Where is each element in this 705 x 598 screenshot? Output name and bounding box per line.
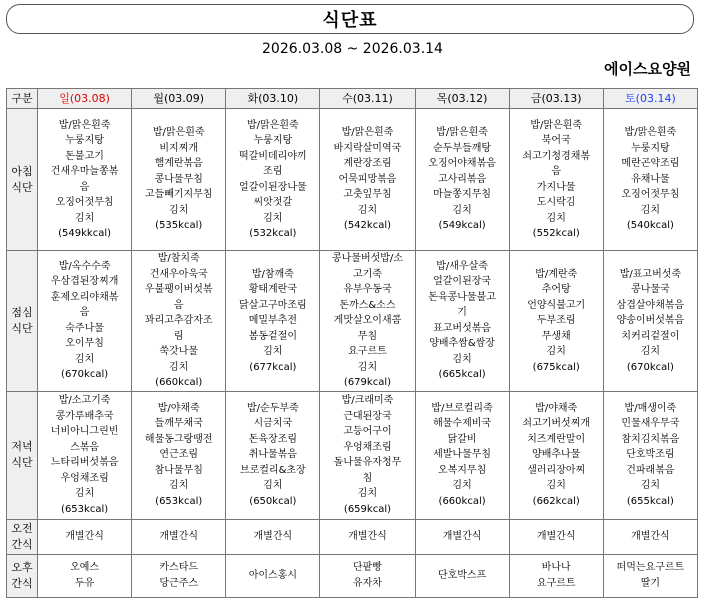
menu-item: 계란장조림 (343, 158, 392, 170)
dinner-cell-sat (603, 391, 697, 519)
breakfast-cell-wed (320, 109, 415, 251)
menu-item: (665kcal) (438, 369, 486, 381)
menu-item: 콩나물버섯밥/소 (331, 253, 403, 264)
menu-item: 건새우아욱국 (149, 268, 208, 280)
menu-item: 메란곤약조림 (621, 158, 680, 170)
menu-item: 두유 (74, 577, 95, 589)
facility-name: 에이스요양원 (604, 60, 691, 78)
breakfast-cell-sun (38, 109, 132, 251)
menu-item: (677kcal) (249, 361, 297, 373)
menu-item: 게맛살오이새콤 (333, 315, 402, 326)
dinner-cell-thu (415, 391, 509, 519)
menu-item: 음 (79, 181, 90, 193)
lunch-cell-tue (226, 251, 320, 392)
menu-item: 고기죽 (352, 268, 382, 280)
breakfast-cell-mon (132, 109, 226, 251)
menu-item: 음 (173, 299, 184, 311)
menu-item: 너비아니그린빈 (50, 426, 119, 437)
menu-item: (535kcal) (155, 220, 203, 232)
menu-item: 북어국 (541, 135, 571, 146)
date-range: 2026.03.08 ~ 2026.03.14 (262, 41, 443, 57)
menu-item: 단팥빵 (352, 562, 382, 573)
menu-item: 스볶음 (70, 441, 100, 453)
menu-item: 오예스 (70, 562, 100, 573)
menu-item: 개별간식 (159, 530, 199, 542)
menu-item: 밥/새우살죽 (436, 260, 488, 272)
menu-item: 개별간식 (631, 530, 670, 542)
breakfast-cell-tue (226, 109, 320, 251)
menu-item: 단호박조림 (626, 449, 675, 461)
menu-item: 밥/맑은흰죽 (247, 119, 299, 131)
menu-item: 김치 (357, 204, 378, 216)
menu-item: 떠먹는요구르트 (616, 562, 685, 573)
menu-item: (650kcal) (249, 495, 297, 507)
menu-item: 비지찌개 (159, 142, 199, 154)
menu-item: 오징어젓무침 (55, 197, 114, 208)
menu-item: 침 (362, 472, 373, 484)
morning-snack-cell-mon (132, 519, 226, 554)
menu-item: 누룽지탕 (253, 135, 293, 146)
menu-item: 세발나물무침 (433, 449, 492, 461)
menu-item: 쇠고기청경채볶 (522, 150, 591, 162)
morning-snack-cell-tue (226, 519, 320, 554)
menu-item: (532kcal) (249, 228, 297, 239)
menu-item: 김치 (546, 346, 566, 357)
menu-item: 오징어젓무침 (621, 189, 680, 201)
menu-item: 요구르트 (536, 577, 576, 589)
menu-item: 참치김치볶음 (621, 433, 680, 445)
weekly-menu-table (6, 88, 698, 598)
menu-item: 밥/계란죽 (535, 268, 578, 280)
menu-item: 개별간식 (65, 530, 104, 542)
menu-item: 개별간식 (536, 530, 576, 542)
menu-item: (659kcal) (343, 503, 392, 515)
menu-title: 식단표 (6, 4, 694, 34)
breakfast-cell-fri (509, 109, 603, 251)
menu-item: 콩나물국 (631, 284, 670, 295)
menu-item: 고등어구이 (343, 426, 392, 437)
menu-item: 김치 (357, 361, 378, 373)
menu-item: 개별간식 (253, 530, 293, 542)
menu-item: 치커리겉절이 (621, 330, 680, 342)
menu-item: 얼갈이된장국 (433, 276, 492, 288)
menu-item: 우삼겹된장찌개 (50, 276, 119, 288)
menu-item: 림 (173, 330, 184, 342)
dinner-label (7, 391, 38, 519)
menu-item: 밥/맑은흰죽 (530, 119, 583, 131)
morning-snack-cell-wed (320, 519, 415, 554)
lunch-cell-thu (415, 251, 509, 392)
row-label-line: 식단 (11, 456, 33, 469)
menu-item: 돌나물유자청무 (333, 457, 402, 468)
menu-item: (552kcal) (532, 228, 580, 239)
menu-item: 어묵피망볶음 (338, 173, 397, 185)
day-header-tue: 화(03.10) (226, 89, 320, 109)
menu-item: 누룽지탕 (65, 135, 104, 146)
menu-item: 근대된장국 (343, 410, 392, 422)
menu-item: 밥/야채죽 (535, 402, 578, 414)
menu-item: (653kcal) (61, 503, 109, 515)
row-label-line: 저녁 (11, 440, 33, 453)
menu-item: 두부조림 (536, 315, 576, 326)
row-label-line: 오후 (11, 560, 33, 574)
menu-item: 건새우마늘쫑볶 (50, 166, 119, 177)
menu-item: 햄계란볶음 (154, 158, 203, 170)
lunch-cell-sun (38, 251, 132, 392)
menu-item: 추어탕 (541, 284, 571, 295)
menu-item: 꽈리고추감자조 (144, 315, 213, 326)
day-header-fri: 금(03.13) (509, 89, 603, 109)
menu-item: (655kcal) (626, 495, 674, 507)
menu-item: 메밀부추전 (248, 315, 297, 326)
menu-item: 밥/맑은흰죽 (152, 127, 205, 139)
menu-item: (540kcal) (626, 220, 674, 232)
menu-item: 시금치국 (253, 418, 293, 430)
menu-item: 오복지무침 (437, 464, 487, 476)
menu-item: 고들빼기지무침 (144, 189, 213, 201)
menu-item: 우엉채조림 (343, 441, 392, 453)
menu-item: 무침 (357, 330, 378, 342)
menu-item: 바나나 (541, 562, 571, 573)
day-header-mon: 월(03.09) (132, 89, 226, 109)
header-label: 구분 (7, 89, 38, 109)
row-label-line: 간식 (11, 576, 33, 590)
menu-item: 삼겹살야채볶음 (616, 299, 685, 311)
menu-item: 우엉채조림 (60, 472, 109, 484)
breakfast-row (7, 109, 698, 251)
day-header-sun: 일(03.08) (38, 89, 132, 109)
menu-item: 브로컬리&초장 (239, 464, 306, 476)
morning-snack-cell-thu (415, 519, 509, 554)
menu-item: 음 (79, 307, 90, 319)
menu-item: (670kcal) (61, 369, 109, 381)
menu-item: 밥/옥수수죽 (58, 260, 111, 272)
menu-item: (675kcal) (532, 361, 580, 373)
menu-item: 봄동겉절이 (248, 330, 297, 342)
menu-item: 김치 (640, 346, 661, 357)
menu-item: (542kcal) (343, 220, 392, 232)
menu-item: 밥/표고버섯죽 (619, 268, 682, 280)
menu-item: (670kcal) (626, 361, 674, 373)
menu-item: 김치 (546, 480, 566, 492)
menu-item: 김치 (452, 353, 472, 365)
menu-item: 기 (457, 307, 467, 319)
menu-item: 개별간식 (348, 530, 387, 542)
menu-item: 밥/크래미죽 (341, 395, 394, 406)
menu-item: 양배추나물 (532, 449, 581, 461)
dinner-cell-wed (320, 391, 415, 519)
menu-item: 쑥갓나물 (159, 346, 199, 357)
menu-item: 마늘쫑지무침 (433, 189, 492, 201)
lunch-cell-mon (132, 251, 226, 392)
menu-item: 훈제오리야채볶 (50, 291, 119, 303)
menu-item: (549kkcal) (58, 228, 112, 239)
menu-item: 김치 (640, 480, 661, 492)
menu-item: 밥/소고기죽 (58, 395, 111, 406)
menu-item: 샐러리장아찌 (527, 464, 586, 476)
menu-item: (660kcal) (438, 495, 486, 507)
menu-item: 양배추쌈&쌈장 (429, 338, 495, 350)
menu-item: 쇠고기버섯찌개 (522, 418, 591, 430)
menu-item: 느타리버섯볶음 (50, 457, 119, 468)
menu-item: 닭살고구마조림 (239, 299, 307, 311)
menu-item: 건파래볶음 (626, 464, 675, 476)
menu-item: 김치 (452, 204, 472, 216)
menu-item: 오징어야채볶음 (428, 158, 496, 170)
dinner-row (7, 391, 698, 519)
menu-item: 돈육장조림 (248, 433, 297, 445)
menu-item: 아이스홍시 (248, 569, 297, 581)
menu-item: 김치 (263, 212, 283, 224)
menu-item: 딸기 (640, 577, 661, 589)
menu-item: 언양식불고기 (527, 299, 586, 311)
lunch-cell-wed (320, 251, 415, 392)
menu-item: 카스타드 (159, 562, 199, 573)
menu-item: 고춧잎무침 (343, 189, 392, 201)
menu-item: 요구르트 (348, 346, 387, 357)
dinner-cell-mon (132, 391, 226, 519)
menu-item: (679kcal) (343, 377, 392, 388)
menu-item: 김치 (74, 353, 95, 365)
breakfast-label (7, 109, 38, 251)
menu-item: 해물수제비국 (433, 418, 492, 430)
menu-item: 김치 (169, 204, 189, 216)
menu-item: 돈불고기 (65, 150, 104, 162)
header-row (7, 89, 698, 109)
menu-item: 김치 (169, 361, 189, 373)
morning-snack-cell-sat (603, 519, 697, 554)
menu-item: (653kcal) (155, 495, 203, 507)
menu-item: 바지락살미역국 (333, 142, 402, 154)
menu-item: 민물새우무국 (621, 418, 680, 430)
menu-item: 표고버섯볶음 (433, 322, 492, 334)
menu-item: 밥/맑은흰죽 (436, 127, 488, 139)
menu-item: 우불팽이버섯볶 (144, 284, 213, 295)
menu-item: (549kcal) (438, 220, 486, 232)
lunch-cell-sat (603, 251, 697, 392)
lunch-label (7, 251, 38, 392)
morning-snack-cell-sun (38, 519, 132, 554)
menu-item: 김치 (263, 480, 283, 492)
row-label-line: 간식 (11, 537, 33, 551)
lunch-cell-fri (509, 251, 603, 392)
menu-item: 도시락김 (536, 197, 576, 208)
menu-item: 취나물볶음 (248, 449, 297, 461)
menu-item: 김치 (357, 488, 378, 499)
dinner-cell-fri (509, 391, 603, 519)
breakfast-cell-thu (415, 109, 509, 251)
morning-snack-row (7, 519, 698, 554)
menu-item: 순두부들깨탕 (433, 142, 492, 154)
menu-item: 김치 (74, 212, 95, 224)
menu-item: 오이무침 (65, 338, 104, 350)
day-header-sat: 토(03.14) (603, 89, 697, 109)
menu-item: 콩나물무침 (154, 173, 203, 185)
menu-item: 밥/야채죽 (157, 402, 200, 414)
menu-item: 떡갈비데리야끼 (239, 150, 307, 162)
menu-item: 김치 (640, 204, 661, 216)
menu-item: 고사리볶음 (437, 173, 487, 185)
menu-item: 밥/맑은흰죽 (58, 119, 111, 131)
lunch-row (7, 251, 698, 392)
dinner-cell-sun (38, 391, 132, 519)
menu-item: 양송이버섯볶음 (616, 315, 685, 326)
menu-item: 누룽지탕 (631, 142, 670, 154)
menu-item: 밥/참치죽 (157, 253, 200, 264)
menu-item: 황태계란국 (248, 284, 297, 295)
menu-item: 밥/순두부죽 (247, 402, 299, 414)
menu-item: 유채나물 (631, 173, 670, 185)
menu-item: 김치 (546, 212, 566, 224)
menu-item: 김치 (74, 488, 95, 499)
menu-item: 콩가루배추국 (55, 410, 114, 422)
menu-item: 밥/참깨죽 (251, 268, 294, 280)
menu-item: 단호박스프 (437, 569, 487, 581)
menu-item: 씨앗젓갈 (253, 197, 293, 208)
menu-item: 당근주스 (159, 577, 199, 589)
dinner-cell-tue (226, 391, 320, 519)
menu-item: 김치 (263, 346, 283, 357)
menu-item: 연근조림 (159, 449, 199, 461)
day-header-thu: 목(03.12) (415, 89, 509, 109)
menu-item: 해물동그랑땡전 (144, 433, 213, 445)
breakfast-cell-sat (603, 109, 697, 251)
menu-item: 들깨무채국 (154, 418, 203, 430)
menu-item: 무생채 (541, 330, 571, 342)
row-label-line: 식단 (11, 180, 33, 194)
menu-item: (660kcal) (155, 377, 203, 388)
day-header-wed: 수(03.11) (320, 89, 415, 109)
menu-item: 음 (551, 166, 562, 177)
row-label-line: 점심 (11, 305, 33, 319)
menu-item: 닭갈비 (447, 433, 477, 445)
menu-item: 밥/브로컬리죽 (431, 402, 493, 414)
morning-snack-label (7, 519, 38, 554)
row-label-line: 아침 (11, 164, 33, 178)
row-label-line: 식단 (11, 321, 33, 335)
menu-item: 밥/매생이죽 (624, 402, 677, 414)
menu-item: 유자차 (352, 577, 382, 589)
menu-item: 밥/맑은흰죽 (624, 127, 677, 139)
menu-item: 치즈계란말이 (527, 433, 586, 445)
menu-item: 숙주나물 (65, 322, 104, 334)
menu-item: 유부우동국 (343, 284, 392, 295)
menu-item: 돈육콩나물불고 (428, 291, 496, 303)
menu-item: 돈까스&소스 (339, 299, 396, 311)
menu-item: 김치 (169, 480, 189, 492)
menu-item: 조림 (263, 166, 283, 177)
row-label-line: 오전 (11, 521, 33, 535)
morning-snack-cell-fri (509, 519, 603, 554)
menu-item: 얼갈이된장나물 (239, 181, 307, 193)
menu-item: 개별간식 (442, 530, 482, 542)
menu-item: 김치 (452, 480, 472, 492)
menu-item: (662kcal) (532, 495, 580, 507)
menu-item: 참나물무침 (154, 464, 203, 476)
menu-item: 밥/맑은흰죽 (341, 127, 394, 139)
menu-item: 가지나물 (536, 181, 576, 193)
